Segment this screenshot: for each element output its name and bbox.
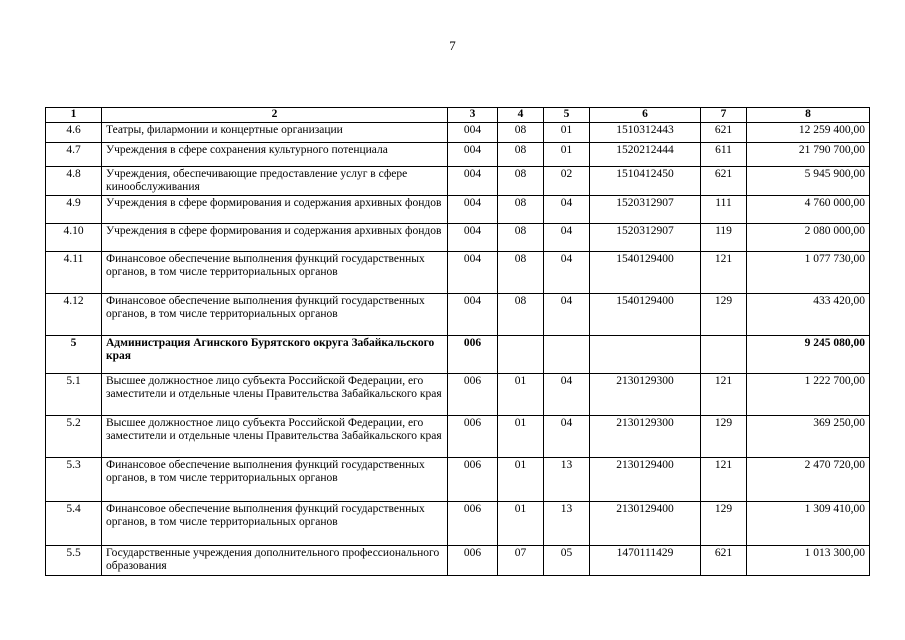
- row-number-cell: 5.3: [46, 457, 102, 501]
- expense-type-cell: 621: [701, 545, 747, 575]
- ministry-code-cell: 004: [448, 293, 498, 335]
- header-cell: 3: [448, 108, 498, 123]
- target-article-cell: 1510312443: [590, 122, 701, 142]
- subsection-code-cell: 13: [544, 501, 590, 545]
- amount-cell: 1 013 300,00: [747, 545, 870, 575]
- row-number-cell: 4.11: [46, 251, 102, 293]
- ministry-code-cell: 006: [448, 545, 498, 575]
- section-code-cell: 07: [498, 545, 544, 575]
- row-name-cell: Финансовое обеспечение выполнения функций государственных органов, в том числе территориальных органов: [102, 457, 448, 501]
- section-code-cell: 08: [498, 223, 544, 251]
- table-row: [46, 122, 870, 142]
- target-article-cell: 2130129300: [590, 415, 701, 457]
- row-number-cell: 5.5: [46, 545, 102, 575]
- amount-cell: 369 250,00: [747, 415, 870, 457]
- row-number-cell: 4.9: [46, 195, 102, 223]
- target-article-cell: 1540129400: [590, 293, 701, 335]
- target-article-cell: 1510412450: [590, 166, 701, 195]
- ministry-code-cell: 006: [448, 457, 498, 501]
- row-number-cell: 5: [46, 335, 102, 373]
- expense-type-cell: [701, 335, 747, 373]
- table-row: [46, 223, 870, 251]
- ministry-code-cell: 004: [448, 223, 498, 251]
- subsection-code-cell: [544, 335, 590, 373]
- expense-type-cell: 121: [701, 373, 747, 415]
- header-cell: 6: [590, 108, 701, 123]
- header-cell: 8: [747, 108, 870, 123]
- row-name-cell: Финансовое обеспечение выполнения функций государственных органов, в том числе территориальных органов: [102, 251, 448, 293]
- target-article-cell: 2130129400: [590, 457, 701, 501]
- amount-cell: 4 760 000,00: [747, 195, 870, 223]
- target-article-cell: 1520212444: [590, 142, 701, 166]
- table-row: [46, 335, 870, 373]
- row-name-cell: Финансовое обеспечение выполнения функций государственных органов, в том числе территориальных органов: [102, 293, 448, 335]
- subsection-code-cell: 04: [544, 195, 590, 223]
- row-name-cell: Учреждения, обеспечивающие предоставление услуг в сфере кинообслуживания: [102, 166, 448, 195]
- subsection-code-cell: 04: [544, 223, 590, 251]
- expense-type-cell: 621: [701, 122, 747, 142]
- target-article-cell: 1520312907: [590, 195, 701, 223]
- header-cell: 1: [46, 108, 102, 123]
- table-row: [46, 293, 870, 335]
- section-code-cell: 08: [498, 122, 544, 142]
- budget-table: [45, 107, 870, 576]
- section-code-cell: 08: [498, 142, 544, 166]
- ministry-code-cell: 006: [448, 501, 498, 545]
- row-number-cell: 4.7: [46, 142, 102, 166]
- target-article-cell: 1470111429: [590, 545, 701, 575]
- amount-cell: 5 945 900,00: [747, 166, 870, 195]
- table-body: [46, 122, 870, 575]
- row-name-cell: Администрация Агинского Бурятского округа Забайкальского края: [102, 335, 448, 373]
- row-number-cell: 4.10: [46, 223, 102, 251]
- ministry-code-cell: 004: [448, 122, 498, 142]
- subsection-code-cell: 01: [544, 122, 590, 142]
- amount-cell: 21 790 700,00: [747, 142, 870, 166]
- subsection-code-cell: 04: [544, 293, 590, 335]
- expense-type-cell: 121: [701, 457, 747, 501]
- subsection-code-cell: 05: [544, 545, 590, 575]
- row-name-cell: Государственные учреждения дополнительного профессионального образования: [102, 545, 448, 575]
- amount-cell: 2 080 000,00: [747, 223, 870, 251]
- table-row: [46, 415, 870, 457]
- row-name-cell: Учреждения в сфере сохранения культурного потенциала: [102, 142, 448, 166]
- ministry-code-cell: 006: [448, 373, 498, 415]
- section-code-cell: 08: [498, 293, 544, 335]
- row-number-cell: 5.1: [46, 373, 102, 415]
- header-cell: 4: [498, 108, 544, 123]
- header-cell: 2: [102, 108, 448, 123]
- amount-cell: 433 420,00: [747, 293, 870, 335]
- section-code-cell: 01: [498, 373, 544, 415]
- ministry-code-cell: 006: [448, 415, 498, 457]
- row-name-cell: Финансовое обеспечение выполнения функций государственных органов, в том числе территориальных органов: [102, 501, 448, 545]
- row-number-cell: 4.6: [46, 122, 102, 142]
- target-article-cell: 2130129400: [590, 501, 701, 545]
- header-row: [46, 108, 870, 123]
- row-name-cell: Учреждения в сфере формирования и содержания архивных фондов: [102, 195, 448, 223]
- expense-type-cell: 129: [701, 293, 747, 335]
- expense-type-cell: 129: [701, 415, 747, 457]
- section-code-cell: [498, 335, 544, 373]
- ministry-code-cell: 004: [448, 142, 498, 166]
- row-name-cell: Высшее должностное лицо субъекта Российской Федерации, его заместители и отдельные члены Правительства Забайкальского края: [102, 373, 448, 415]
- section-code-cell: 08: [498, 251, 544, 293]
- section-code-cell: 08: [498, 195, 544, 223]
- expense-type-cell: 111: [701, 195, 747, 223]
- table-row: [46, 166, 870, 195]
- target-article-cell: [590, 335, 701, 373]
- amount-cell: 1 309 410,00: [747, 501, 870, 545]
- row-name-cell: Высшее должностное лицо субъекта Российской Федерации, его заместители и отдельные члены Правительства Забайкальского края: [102, 415, 448, 457]
- ministry-code-cell: 004: [448, 251, 498, 293]
- table-row: [46, 142, 870, 166]
- page-number: 7: [449, 38, 456, 53]
- ministry-code-cell: 004: [448, 195, 498, 223]
- row-name-cell: Театры, филармонии и концертные организации: [102, 122, 448, 142]
- expense-type-cell: 129: [701, 501, 747, 545]
- amount-cell: 2 470 720,00: [747, 457, 870, 501]
- row-number-cell: 4.12: [46, 293, 102, 335]
- expense-type-cell: 621: [701, 166, 747, 195]
- target-article-cell: 2130129300: [590, 373, 701, 415]
- section-code-cell: 08: [498, 166, 544, 195]
- table-row: [46, 457, 870, 501]
- subsection-code-cell: 01: [544, 142, 590, 166]
- expense-type-cell: 611: [701, 142, 747, 166]
- section-code-cell: 01: [498, 501, 544, 545]
- subsection-code-cell: 04: [544, 415, 590, 457]
- table-row: [46, 501, 870, 545]
- header-cell: 5: [544, 108, 590, 123]
- row-number-cell: 5.4: [46, 501, 102, 545]
- section-code-cell: 01: [498, 415, 544, 457]
- table-row: [46, 195, 870, 223]
- table-row: [46, 251, 870, 293]
- amount-cell: 1 222 700,00: [747, 373, 870, 415]
- subsection-code-cell: 04: [544, 251, 590, 293]
- table-row: [46, 373, 870, 415]
- subsection-code-cell: 04: [544, 373, 590, 415]
- subsection-code-cell: 13: [544, 457, 590, 501]
- section-code-cell: 01: [498, 457, 544, 501]
- table-row: [46, 545, 870, 575]
- expense-type-cell: 119: [701, 223, 747, 251]
- subsection-code-cell: 02: [544, 166, 590, 195]
- row-name-cell: Учреждения в сфере формирования и содержания архивных фондов: [102, 223, 448, 251]
- header-cell: 7: [701, 108, 747, 123]
- amount-cell: 1 077 730,00: [747, 251, 870, 293]
- ministry-code-cell: 004: [448, 166, 498, 195]
- row-number-cell: 4.8: [46, 166, 102, 195]
- row-number-cell: 5.2: [46, 415, 102, 457]
- amount-cell: 12 259 400,00: [747, 122, 870, 142]
- expense-type-cell: 121: [701, 251, 747, 293]
- target-article-cell: 1540129400: [590, 251, 701, 293]
- amount-cell: 9 245 080,00: [747, 335, 870, 373]
- target-article-cell: 1520312907: [590, 223, 701, 251]
- ministry-code-cell: 006: [448, 335, 498, 373]
